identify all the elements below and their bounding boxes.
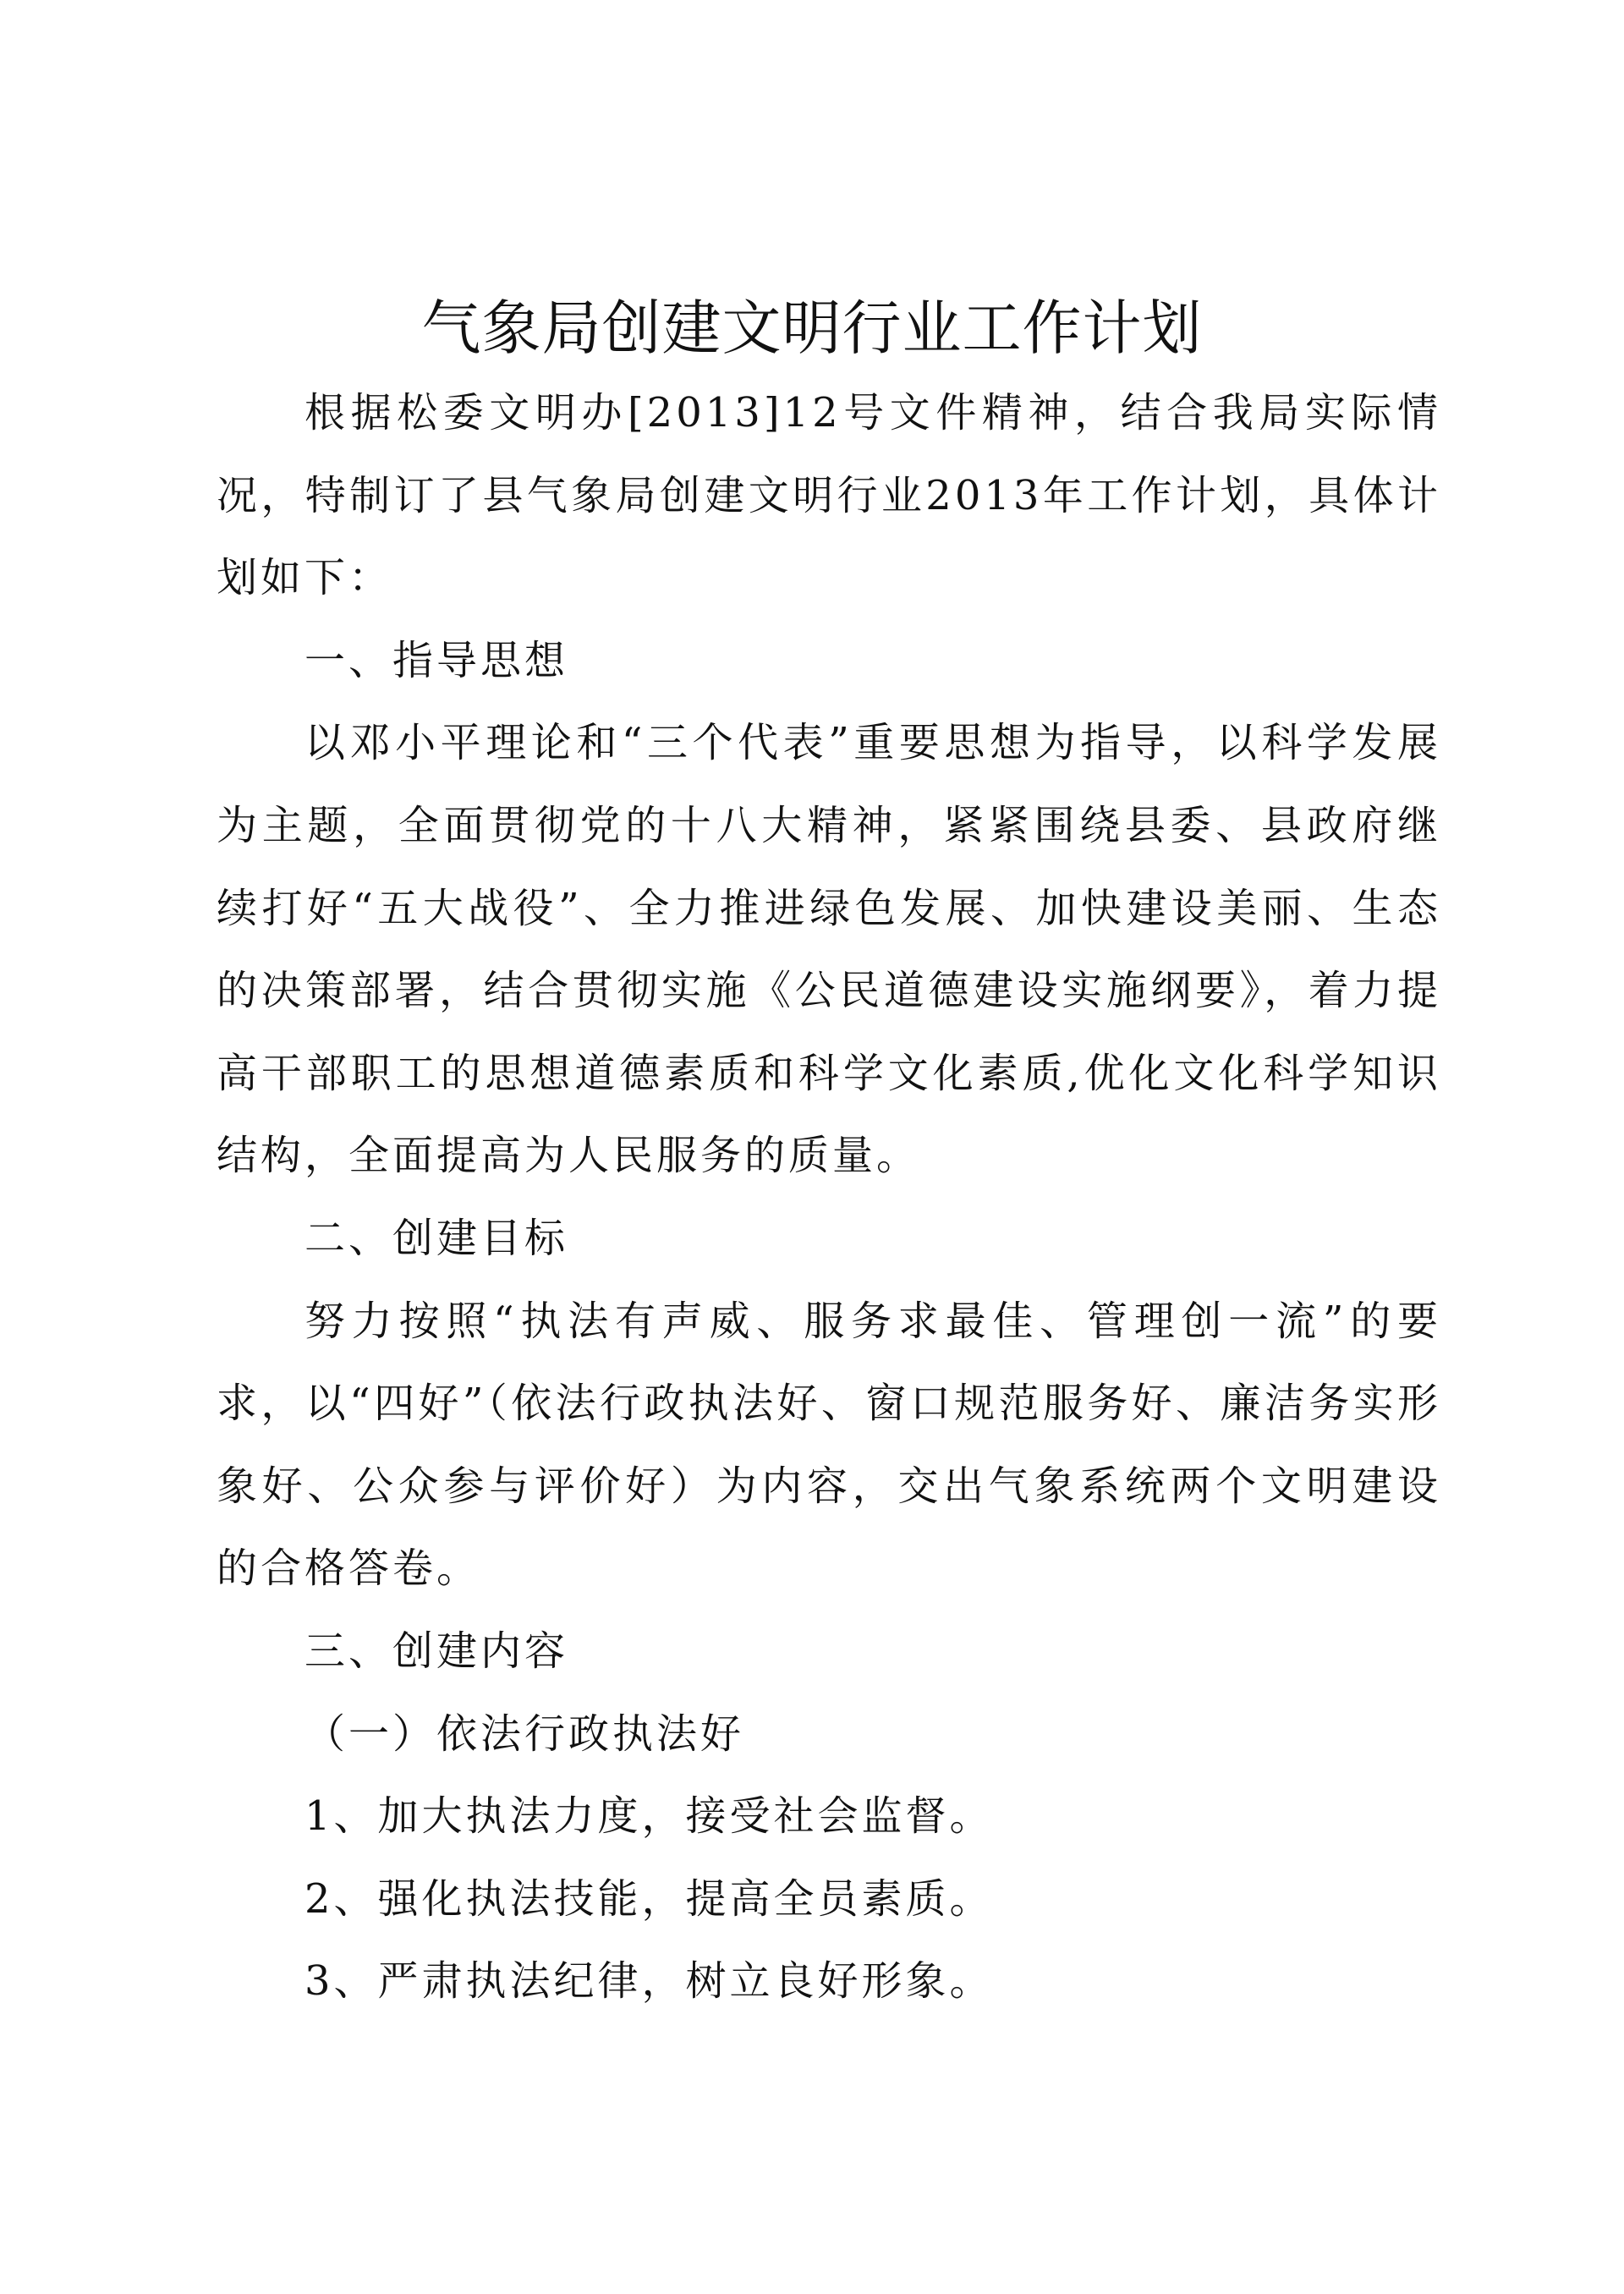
section-paragraph-guiding-thought: 以邓小平理论和“三个代表”重要思想为指导，以科学发展为主题，全面贯彻党的十八大精神，紧紧围绕县委、县政府继续打好“五大战役”、全力推进绿色发展、加快建设美丽、生态的决策部署，结合贯彻实施《公民道德建设实施纲要》，着力提高干部职工的思想道德素质和科学文化素质,优化文化科学知识结构，全面提高为人民服务的质量。 — [217, 719, 1441, 1180]
list-item: 1、加大执法力度，接受社会监督。 — [304, 1792, 994, 1841]
subsection-heading-law-enforcement: （一）依法行政执法好 — [304, 1710, 745, 1758]
section-heading-goals: 二、创建目标 — [304, 1214, 569, 1262]
section-paragraph-goals: 努力按照“执法有声威、服务求最佳、管理创一流”的要求，以“四好”（依法行政执法好、窗口规范服务好、廉洁务实形象好、公众参与评价好）为内容，交出气象系统两个文明建设的合格答卷。 — [217, 1297, 1441, 1593]
section-heading-content: 三、创建内容 — [304, 1627, 569, 1675]
intro-paragraph: 根据松委文明办[2013]12号文件精神，结合我局实际情况，特制订了县气象局创建文明行业2013年工作计划，具体计划如下： — [217, 389, 1441, 602]
list-item: 2、强化执法技能，提高全员素质。 — [304, 1874, 994, 1923]
document-body — [217, 372, 1441, 2023]
list-item: 3、严肃执法纪律，树立良好形象。 — [304, 1957, 994, 2006]
document-title: 气象局创建文明行业工作计划 — [421, 294, 1203, 363]
section-heading-guiding-thought: 一、指导思想 — [304, 636, 569, 684]
